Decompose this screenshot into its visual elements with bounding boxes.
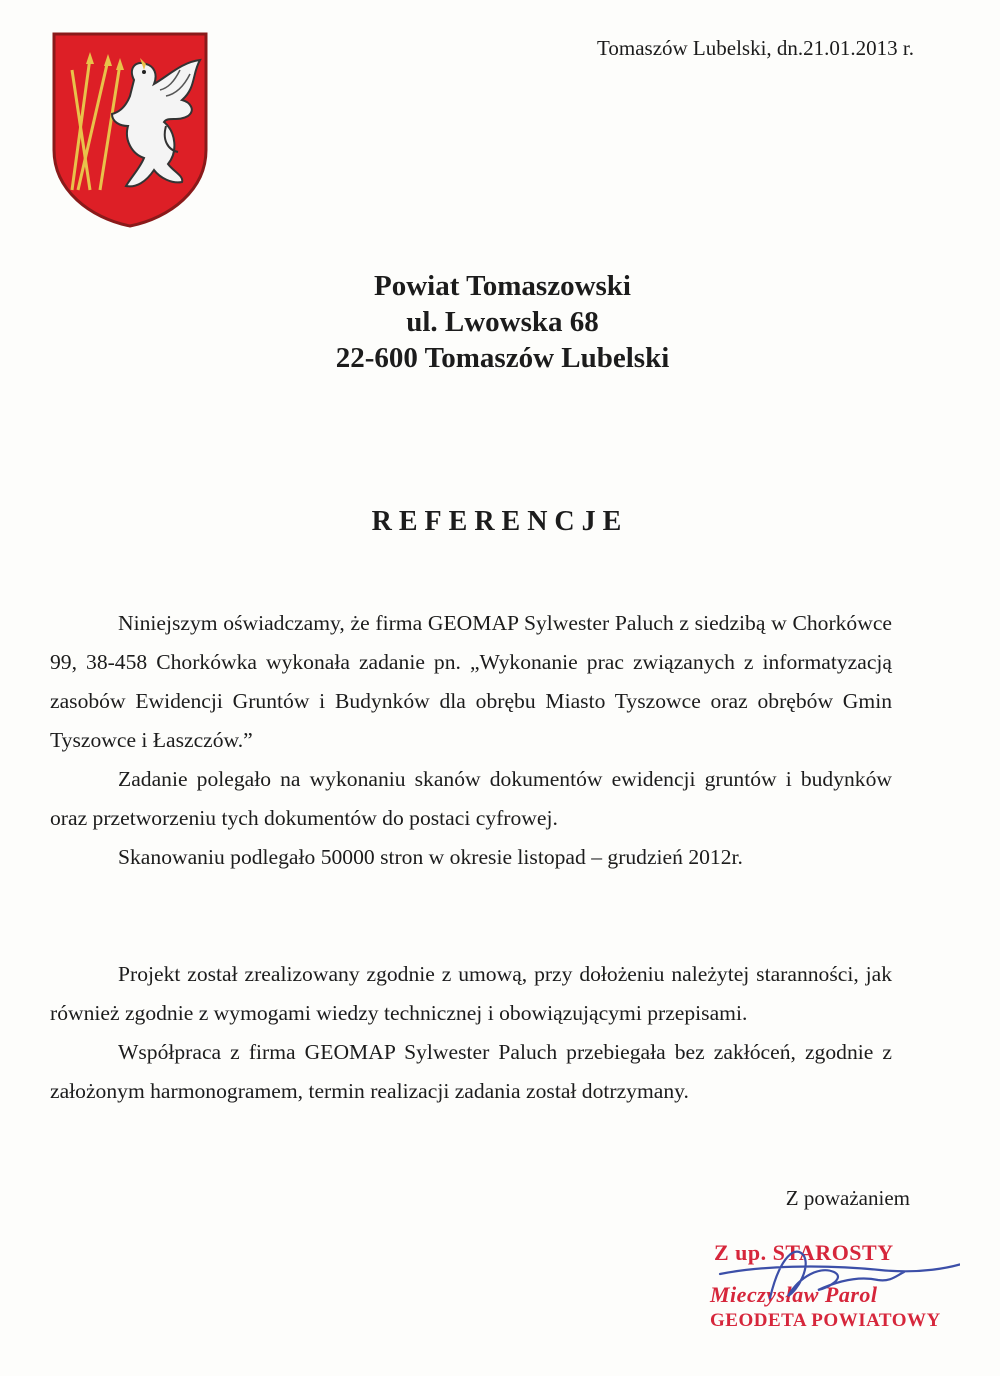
- stamp-line-2: Mieczysław Parol: [710, 1282, 878, 1307]
- letter-body: [50, 604, 892, 1111]
- signature-icon: [700, 1236, 960, 1346]
- griffin-coat-of-arms-icon: [50, 30, 210, 230]
- address-line-2: ul. Lwowska 68: [406, 306, 599, 338]
- official-stamp: [700, 1236, 960, 1346]
- paragraph-5: Współpraca z firma GEOMAP Sylwester Paluch przebiegała bez zakłóceń, zgodnie z założonym harmonogramem, termin realizacji zadania został dotrzymany.: [50, 1040, 892, 1103]
- paragraph-2: Zadanie polegało na wykonaniu skanów dokumentów ewidencji gruntów i budynków oraz przetworzeniu tych dokumentów do postaci cyfrowej.: [50, 767, 892, 830]
- date-line: Tomaszów Lubelski, dn.21.01.2013 r.: [597, 36, 914, 60]
- paragraph-4: Projekt został zrealizowany zgodnie z umową, przy dołożeniu należytej staranności, jak również zgodnie z wymogami wiedzy technicznej i obowiązującymi przepisami.: [50, 962, 892, 1025]
- recipient-address: [0, 268, 1000, 376]
- stamp-line-3: GEODETA POWIATOWY: [710, 1310, 941, 1331]
- address-line-3: 22-600 Tomaszów Lubelski: [335, 342, 670, 374]
- document-title: REFERENCJE: [371, 506, 629, 537]
- stamp-line-1: Z up. STAROSTY: [714, 1240, 894, 1265]
- closing-line: Z poważaniem: [785, 1186, 910, 1210]
- paragraph-3: Skanowaniu podlegało 50000 stron w okresie listopad – grudzień 2012r.: [118, 845, 743, 869]
- paragraph-1: Niniejszym oświadczamy, że firma GEOMAP Sylwester Paluch z siedzibą w Chorkówce 99, 38-458 Chorkówka wykonała zadanie pn. „Wykonanie prac związanych z informatyzacją zasobów Ewidencji Gruntów i Budynków dla obrębu Miasto Tyszowce oraz obrębów Gmin Tyszowce i Łaszczów.”: [50, 611, 892, 752]
- address-line-1: Powiat Tomaszowski: [373, 270, 631, 302]
